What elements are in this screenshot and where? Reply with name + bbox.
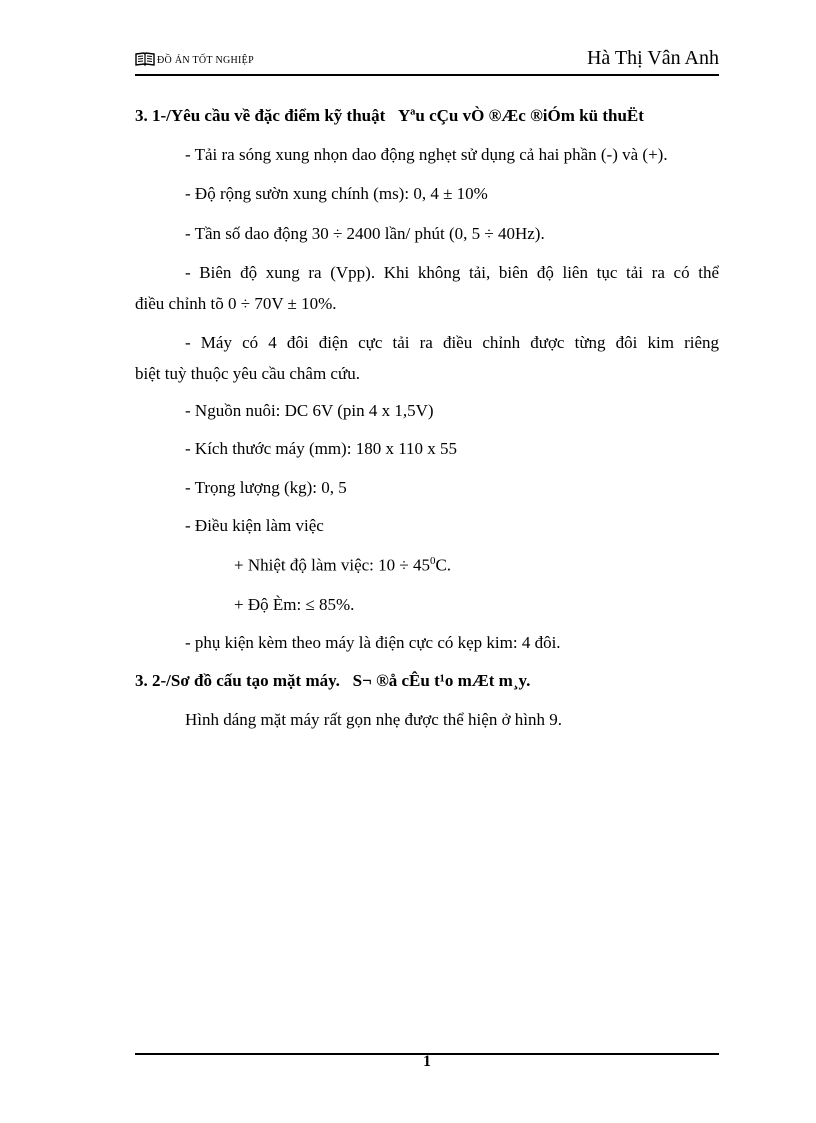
spec-item-conditions: - Điều kiện làm việc: [185, 516, 324, 535]
section-2-heading-garbled: S¬ ®å cÊu t¹o mÆt m¸y.: [352, 671, 531, 690]
header-divider: [135, 74, 719, 76]
spec-item-pulse-width: - Độ rộng sườn xung chính (ms): 0, 4 ± 10%: [185, 184, 488, 203]
page-number: 1: [423, 1053, 431, 1070]
spec-subitem-humidity: + Độ Èm: ≤ 85%.: [234, 595, 355, 614]
section-2-heading-text: 3. 2-/Sơ đồ cấu tạo mặt máy.: [135, 671, 340, 690]
spec-item-electrodes-line-2: biệt tuỳ thuộc yêu cầu châm cứu.: [135, 364, 360, 383]
section-1-heading-text: 3. 1-/Yêu cầu về đặc điểm kỹ thuật: [135, 106, 386, 125]
header-author: Hà Thị Vân Anh: [586, 47, 719, 69]
spec-item-size: - Kích thước máy (mm): 180 x 110 x 55: [185, 439, 458, 458]
spec-item-amplitude-line-2: điều chỉnh tõ 0 ÷ 70V ± 10%.: [135, 294, 337, 313]
section-1-heading-garbled: Yªu cÇu vÒ ®Æc ®iÓm kü thuËt: [398, 106, 644, 125]
spec-item-frequency: - Tần số dao động 30 ÷ 2400 lần/ phút (0, 5 ÷ 40Hz).: [185, 224, 545, 243]
header-title: ĐỒ ÁN TỐT NGHIỆP: [157, 55, 254, 66]
section-2-body: Hình dáng mặt máy rất gọn nhẹ được thể hiện ở hình 9.: [185, 710, 563, 729]
spec-item-power: - Nguồn nuôi: DC 6V (pin 4 x 1,5V): [185, 401, 434, 420]
temperature-unit: C.: [435, 555, 452, 575]
section-2-heading: [135, 671, 530, 691]
section-1-heading: [135, 106, 644, 126]
degree-superscript: 0: [429, 555, 436, 567]
spec-item-accessories: - phụ kiện kèm theo máy là điện cực có kẹp kim: 4 đôi.: [185, 633, 561, 652]
open-book-icon: [135, 52, 155, 66]
spec-item-amplitude-line-1: - Biên độ xung ra (Vpp). Khi không tải, biên độ liên tục tải ra có thể: [185, 263, 719, 282]
spec-item-electrodes-line-1: - Máy có 4 đôi điện cực tải ra điều chỉnh được từng đôi kim riêng: [185, 333, 719, 352]
spec-subitem-temperature: [234, 555, 451, 576]
spec-item-pulse-shape: - Tải ra sóng xung nhọn dao động nghẹt sử dụng cả hai phần (-) và (+).: [185, 145, 668, 164]
page-header: [135, 47, 719, 77]
temperature-text: + Nhiệt độ làm việc: 10 ÷ 45: [234, 555, 430, 575]
spec-item-weight: - Trọng lượng (kg): 0, 5: [185, 478, 347, 497]
